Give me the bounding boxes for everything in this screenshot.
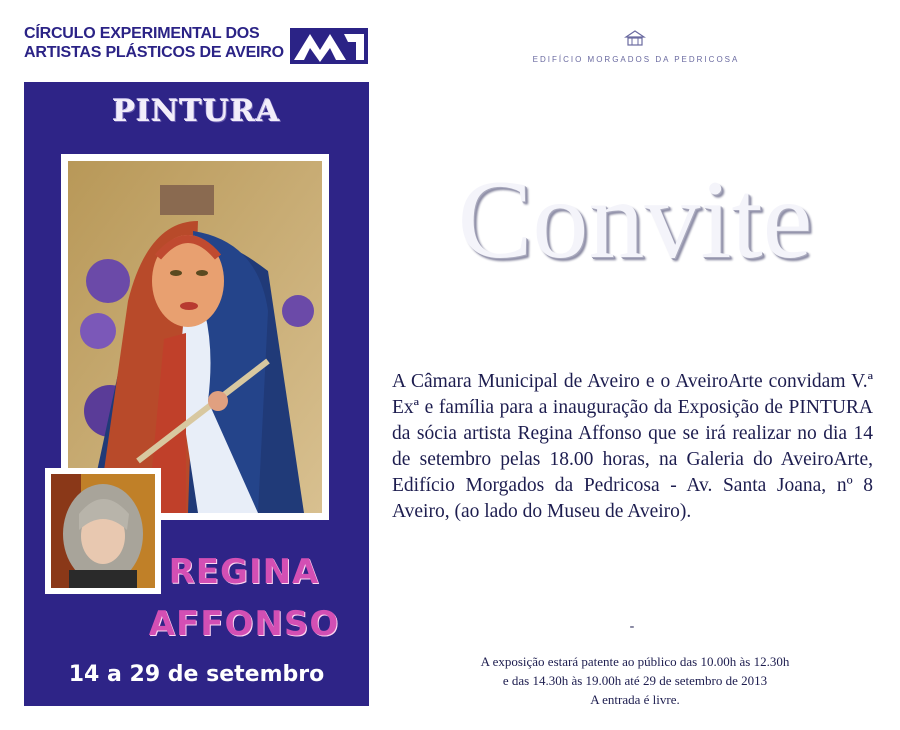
opening-hours-line2: e das 14.30h às 19.00h até 29 de setembro de 2013 — [502, 673, 768, 688]
building-emblem-icon — [624, 30, 646, 48]
organization-name-line2: ARTISTAS PLÁSTICOS DE AVEIRO — [24, 44, 284, 61]
ceapa-logo-icon — [290, 28, 368, 64]
painting-image — [61, 154, 329, 520]
free-entry-note: A entrada é livre. — [590, 692, 680, 707]
artist-last-name: AFFONSO — [148, 604, 340, 644]
separator: - — [629, 619, 635, 634]
organization-name — [24, 24, 284, 62]
exhibition-dates: 14 a 29 de setembro — [68, 662, 325, 687]
opening-hours-line1: A exposição estará patente ao público das 10.00h às 12.30h — [480, 654, 790, 669]
invitation-body: A Câmara Municipal de Aveiro e o AveiroArte convidam V.ª Exª e família para a inauguração da Exposição de PINTURA da sócia artista Regina Affonso que se irá realizar no dia 14 de setembro pelas 18.00 horas, na Galeria do AveiroArte, Edifício Morgados da Pedricosa - Av. Santa Joana, nº 8 Aveiro, (ao lado do Museu de Aveiro). — [392, 371, 873, 522]
exhibition-poster — [24, 82, 369, 706]
building-name: EDIFÍCIO MORGADOS DA PEDRICOSA — [532, 55, 740, 64]
artist-first-name: REGINA — [168, 552, 320, 592]
organization-name-line1: CÍRCULO EXPERIMENTAL DOS — [24, 25, 260, 42]
invitation-title: Convite — [457, 158, 813, 282]
poster-heading: PINTURA — [112, 94, 281, 129]
